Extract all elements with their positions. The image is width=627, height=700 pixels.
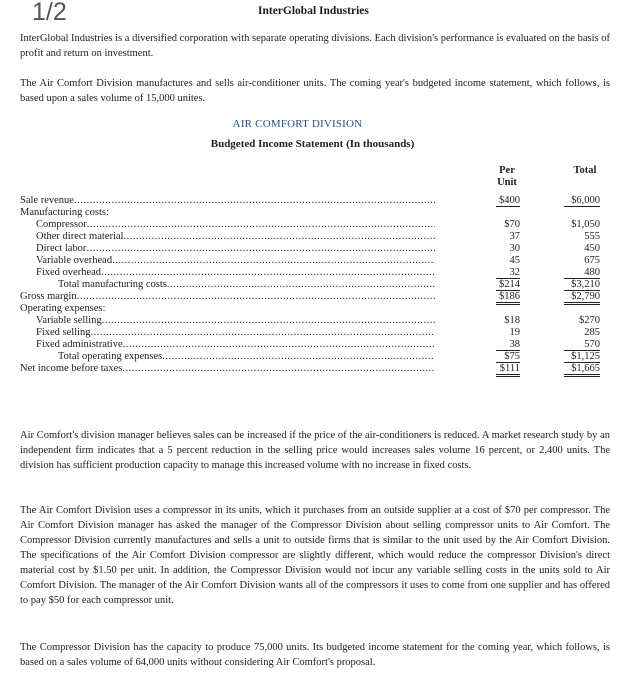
per-unit-value: 38 [496,339,520,351]
division-title: AIR COMFORT DIVISION [232,118,363,130]
total-value: 450 [584,243,600,254]
statement-row-label: Total manufacturing costs ..... [58,279,435,290]
page-indicator: 1/2 [32,0,67,26]
per-unit-value: 19 [509,327,520,338]
statement-row-label: Net income before taxes ..... [20,363,435,374]
compressor-capacity-paragraph: The Compressor Division has the capacity to produce 75,000 units. Its budgeted income statement for the coming year, which follows, is based on a sales volume of 64,000 units without considering Air Comfort's proposal. [20,642,610,668]
column-header-per-unit [492,165,522,189]
total-value: 555 [584,231,600,242]
total-value: $270 [579,315,600,326]
total-value: 480 [564,267,600,279]
statement-row-label: Fixed administrative ..... [36,339,435,350]
compressor-proposal-paragraph: The Air Comfort Division uses a compressor in its units, which it purchases from an outside supplier at a cost of $70 per compressor. The Air Comfort Division manager has asked the manager of the Compressor Division about selling compressor units to Air Comfort. The Compressor Division currently manufactures and sells a unit to outside firms that is similar to the unit used by the Air Comfort Division. The specifications of the Air Comfort Division compressor are slightly different, which would reduce the compressor Division's direct material cost by $1.50 per unit. In addition, the Compressor Division would not incur any variable selling costs in the units sold to Air Comfort Division. The manager of the Air Comfort Division wants all of the compressors it uses to come from one supplier and has offered to pay $50 for each compressor unit. [20,505,610,606]
total-value: $3,210 [564,279,600,291]
statement-row-label: Other direct material ..... [36,231,435,242]
statement-row-label: Fixed overhead ..... [36,267,435,278]
statement-title: Budgeted Income Statement (In thousands) [210,138,415,150]
total-value: 285 [584,327,600,338]
statement-row-label: Direct labor ..... [36,243,435,254]
per-unit-value: $75 [496,351,520,363]
total-value: 570 [564,339,600,351]
column-header-total: Total [573,165,597,176]
total-value: $1,050 [571,219,600,230]
document-title: InterGlobal Industries [258,5,369,17]
per-unit-value: 30 [509,243,520,254]
statement-row-label: Manufacturing costs: [20,207,109,218]
statement-row-label: Operating expenses: [20,303,106,314]
per-unit-value: $70 [504,219,520,230]
statement-row-label: Compressor ..... [36,219,435,230]
statement-row-label: Variable overhead ..... [36,255,435,266]
statement-row-label: Gross margin ..... [20,291,435,302]
statement-row-label: Sale revenue ..... [20,195,435,206]
per-unit-value: $186 [496,291,520,305]
intro-paragraph: InterGlobal Industries is a diversified corporation with separate operating divisions. Each division's performance is evaluated on the basis of profit and return on investment. [20,33,610,59]
total-value: 675 [584,255,600,266]
statement-row-label: Fixed selling ..... [36,327,435,338]
per-unit-header-label: Per Unit [497,165,517,188]
per-unit-value: $111 [496,363,520,377]
per-unit-value: $18 [504,315,520,326]
statement-row-label: Total operating expenses ..... [58,351,435,362]
market-research-paragraph: Air Comfort's division manager believes sales can be increased if the price of the air-conditioners is reduced. A market research study by an independent firm indicates that a 5 percent reduction in the selling price would increases sales volume 16 percent, or 2,400 units. The division has sufficient production capacity to manage this increased volume with no increase in fixed costs. [20,430,610,471]
per-unit-value: 32 [496,267,520,279]
per-unit-value: $400 [496,195,520,207]
total-value: $2,790 [564,291,600,305]
total-value: $6,000 [564,195,600,207]
per-unit-value: $214 [496,279,520,291]
division-description-paragraph: The Air Comfort Division manufactures and sells air-conditioner units. The coming year's budgeted income statement, which follows, is based upon a sales volume of 15,000 unites. [20,78,610,104]
total-value: $1,125 [564,351,600,363]
total-value: $1,665 [564,363,600,377]
per-unit-value: 45 [509,255,520,266]
statement-row-label: Variable selling ..... [36,315,435,326]
per-unit-value: 37 [509,231,520,242]
